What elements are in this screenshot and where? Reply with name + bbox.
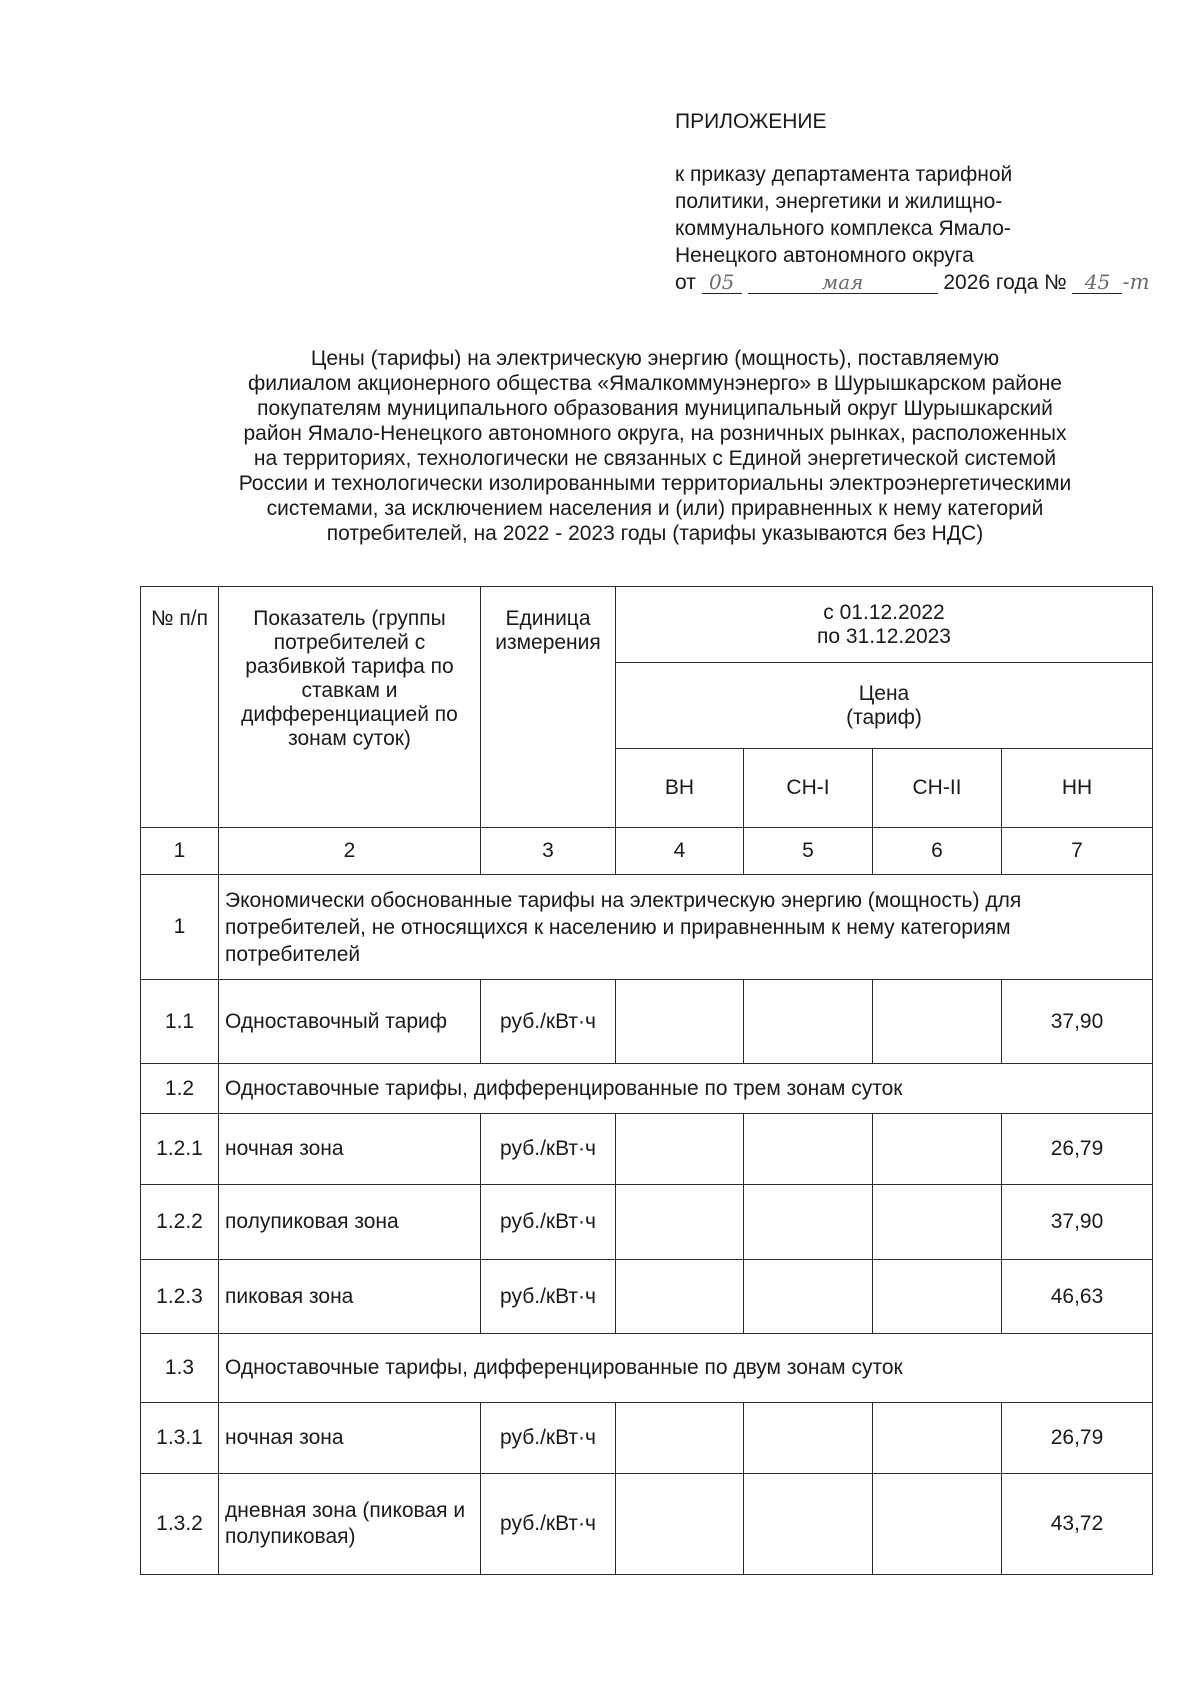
row-name: ночная зона xyxy=(219,1114,481,1185)
section-row xyxy=(141,875,1153,980)
row-nn: 43,72 xyxy=(1002,1474,1153,1575)
header-price xyxy=(616,663,1153,749)
date-year: 2026 года № xyxy=(943,271,1067,294)
table-row xyxy=(141,980,1153,1064)
handwritten-day: 05 xyxy=(702,271,742,294)
header-indicator: Показатель (группы потребителей с разбивкой тарифа по ставкам и дифференциацией по зонам суток) xyxy=(219,587,481,828)
header-num: № п/п xyxy=(141,587,219,828)
header-level-sn2: СН-II xyxy=(873,749,1002,828)
title-line: Цены (тарифы) на электрическую энергию (мощность), поставляемую xyxy=(310,347,1000,370)
row-nn: 26,79 xyxy=(1002,1403,1153,1474)
price-sub-label: (тариф) xyxy=(846,705,922,729)
group-row xyxy=(141,1334,1153,1403)
title-line: покупателям муниципального образования муниципальный округ Шурышкарский xyxy=(257,397,1053,420)
col-number: 5 xyxy=(744,828,873,875)
row-vn xyxy=(616,1260,744,1334)
row-nn: 37,90 xyxy=(1002,980,1153,1064)
appendix-line-3: коммунального комплекса Ямало- xyxy=(675,217,1011,240)
header-level-nn: НН xyxy=(1002,749,1153,828)
row-sn2 xyxy=(873,1403,1002,1474)
table-row xyxy=(141,1260,1153,1334)
row-name: пиковая зона xyxy=(219,1260,481,1334)
table-row xyxy=(141,1474,1153,1575)
row-unit: руб./кВт·ч xyxy=(481,1403,616,1474)
row-sn2 xyxy=(873,1474,1002,1575)
tariffs-table xyxy=(140,586,1153,1575)
row-nn: 26,79 xyxy=(1002,1114,1153,1185)
row-vn xyxy=(616,1403,744,1474)
col-number: 4 xyxy=(616,828,744,875)
header-period xyxy=(616,587,1153,663)
row-num: 1.3.1 xyxy=(141,1403,219,1474)
row-sn1 xyxy=(744,1260,873,1334)
row-unit: руб./кВт·ч xyxy=(481,1260,616,1334)
header-level-sn1: СН-I xyxy=(744,749,873,828)
col-number: 7 xyxy=(1002,828,1153,875)
row-sn2 xyxy=(873,1114,1002,1185)
column-numbers-row xyxy=(141,828,1153,875)
row-sn2 xyxy=(873,980,1002,1064)
title-line: системами, за исключением населения и (или) приравненных к нему категорий xyxy=(266,497,1044,520)
appendix-header xyxy=(675,108,1155,296)
section-text: Экономически обоснованные тарифы на электрическую энергию (мощность) для потребителей, не относящихся к населению и приравненным к нему категориям потребителей xyxy=(219,875,1153,980)
table-row xyxy=(141,1114,1153,1185)
row-name: полупиковая зона xyxy=(219,1185,481,1260)
row-unit: руб./кВт·ч xyxy=(481,980,616,1064)
row-sn2 xyxy=(873,1260,1002,1334)
row-vn xyxy=(616,1474,744,1575)
row-vn xyxy=(616,1114,744,1185)
document-title xyxy=(165,346,1145,546)
price-label: Цена xyxy=(858,681,910,705)
row-name: Одноставочный тариф xyxy=(219,980,481,1064)
title-line: потребителей, на 2022 - 2023 годы (тарифы указываются без НДС) xyxy=(326,522,984,545)
row-num: 1.2.3 xyxy=(141,1260,219,1334)
table-row xyxy=(141,1185,1153,1260)
handwritten-month: мая xyxy=(748,271,938,294)
period-from: с 01.12.2022 xyxy=(823,600,945,624)
appendix-title: ПРИЛОЖЕНИЕ xyxy=(675,110,827,133)
row-name: дневная зона (пиковая и полупиковая) xyxy=(219,1474,481,1575)
col-number: 2 xyxy=(219,828,481,875)
row-sn1 xyxy=(744,1114,873,1185)
order-date-line xyxy=(675,269,1155,296)
row-num: 1.3 xyxy=(141,1334,219,1403)
row-num: 1.3.2 xyxy=(141,1474,219,1575)
row-num: 1.2.2 xyxy=(141,1185,219,1260)
title-line: район Ямало-Ненецкого автономного округа, на розничных рынках, расположенных xyxy=(243,422,1067,445)
col-number: 3 xyxy=(481,828,616,875)
section-num: 1 xyxy=(141,875,219,980)
col-number: 1 xyxy=(141,828,219,875)
row-sn1 xyxy=(744,1403,873,1474)
table-row xyxy=(141,1403,1153,1474)
row-vn xyxy=(616,980,744,1064)
row-vn xyxy=(616,1185,744,1260)
row-num: 1.1 xyxy=(141,980,219,1064)
appendix-line-2: политики, энергетики и жилищно- xyxy=(675,190,1003,213)
row-sn1 xyxy=(744,1474,873,1575)
group-text: Одноставочные тарифы, дифференцированные по трем зонам суток xyxy=(219,1064,1153,1114)
row-sn1 xyxy=(744,1185,873,1260)
handwritten-order-number: 45 xyxy=(1072,271,1122,294)
row-nn: 37,90 xyxy=(1002,1185,1153,1260)
header-level-vn: ВН xyxy=(616,749,744,828)
title-line: на территориях, технологически не связанных с Единой энергетической системой xyxy=(253,447,1057,470)
row-sn1 xyxy=(744,980,873,1064)
appendix-line-1: к приказу департамента тарифной xyxy=(675,163,1013,186)
period-to: по 31.12.2023 xyxy=(817,624,951,648)
header-unit: Единица измерения xyxy=(481,587,616,828)
row-nn: 46,63 xyxy=(1002,1260,1153,1334)
row-sn2 xyxy=(873,1185,1002,1260)
row-unit: руб./кВт·ч xyxy=(481,1474,616,1575)
row-num: 1.2.1 xyxy=(141,1114,219,1185)
row-unit: руб./кВт·ч xyxy=(481,1185,616,1260)
order-number-suffix: -т xyxy=(1122,270,1150,294)
group-text: Одноставочные тарифы, дифференцированные по двум зонам суток xyxy=(219,1334,1153,1403)
group-row xyxy=(141,1064,1153,1114)
date-prefix: от xyxy=(675,271,696,294)
row-name: ночная зона xyxy=(219,1403,481,1474)
title-line: России и технологически изолированными территориальны электроэнергетическими xyxy=(238,472,1072,495)
row-num: 1.2 xyxy=(141,1064,219,1114)
title-line: филиалом акционерного общества «Ямалкоммунэнерго» в Шурышкарском районе xyxy=(248,372,1062,395)
appendix-line-4: Ненецкого автономного округа xyxy=(675,244,974,267)
col-number: 6 xyxy=(873,828,1002,875)
row-unit: руб./кВт·ч xyxy=(481,1114,616,1185)
